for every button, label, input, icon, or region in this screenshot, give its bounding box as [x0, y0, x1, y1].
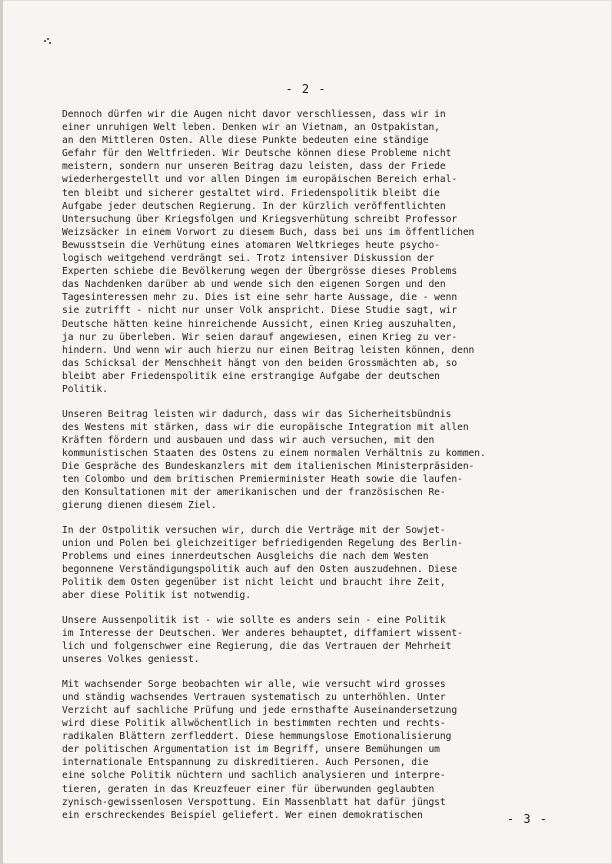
text-line: Unsere Aussenpolitik ist - wie sollte es anders sein - eine Politik	[62, 614, 446, 626]
text-line: ten bleibt und sicherer gestaltet wird. Friedenspolitik bleibt die	[62, 187, 440, 199]
text-line: tieren, geraten in das Kreuzfeuer einer für überwunden geglaubten	[62, 783, 435, 795]
page-catchword: - 3 -	[506, 812, 548, 826]
text-line: zynisch-gewissenlosen Verspottung. Ein Massenblatt hat dafür jüngst	[62, 796, 446, 808]
paragraph	[62, 614, 562, 666]
text-line: Weizsäcker in einem Vorwort zu diesem Buch, dass bei uns im öffentlichen	[62, 226, 475, 238]
text-line: Deutsche hätten keine hinreichende Aussicht, einen Krieg auszuhalten,	[62, 318, 458, 330]
text-line: sie zutrifft - nicht nur unser Volk anspricht. Diese Studie sagt, wir	[62, 305, 458, 317]
text-line: internationale Entspannung zu diskreditieren. Auch Personen, die	[62, 757, 429, 769]
text-line: bleibt aber Friedenspolitik eine erstrangige Aufgabe der deutschen	[62, 370, 440, 382]
text-line: unseres Volkes geniesst.	[62, 654, 200, 666]
text-line: Dennoch dürfen wir die Augen nicht davor verschliessen, dass wir in	[62, 109, 446, 120]
text-line: radikalen Blättern zerfleddert. Diese hemmungslose Emotionalisierung	[62, 731, 452, 743]
text-line: ein erschreckendes Beispiel geliefert. Wer einen demokratischen	[62, 809, 423, 821]
text-line: Bewusstsein die Verhütung eines atomaren Weltkrieges heute psycho-	[62, 239, 440, 251]
text-line: und ständig wachsendes Vertrauen systematisch zu unterhöhlen. Unter	[62, 691, 446, 703]
text-line: Tagesinteressen mehr zu. Dies ist eine sehr harte Aussage, die - wenn	[62, 292, 458, 304]
text-line: ja nur zu überleben. Wir seien darauf angewiesen, einen Krieg zu ver-	[62, 331, 458, 343]
text-line: Kräften fördern und ausbauen und dass wir auch versuchen, mit den	[62, 434, 435, 446]
text-line: gierung dienen diesem Ziel.	[62, 500, 217, 512]
text-line: im Interesse der Deutschen. Wer anderes behauptet, diffamiert wissent-	[62, 627, 463, 639]
page-number-top: - 2 -	[285, 82, 327, 96]
text-line: an den Mittleren Osten. Alle diese Punkte bedeuten eine ständige	[62, 135, 429, 147]
text-line: Verzicht auf sachliche Prüfung und jede ernsthafte Auseinandersetzung	[62, 704, 458, 716]
text-line: das Nachdenken darüber ab und wende sich den eigenen Sorgen und den	[62, 279, 446, 291]
text-line: wiederhergestellt und vor allen Dingen im europäischen Bereich erhal-	[62, 174, 458, 186]
pen-mark	[44, 38, 52, 46]
text-line: Aufgabe jeder deutschen Regierung. In der kürzlich veröffentlichten	[62, 200, 446, 212]
text-line: das Schicksal der Menschheit hängt von den beiden Grossmächten ab, so	[62, 357, 458, 369]
text-line: begonnene Verständigungspolitik auch auf den Osten auszudehnen. Diese	[62, 564, 458, 576]
text-line: Die Gespräche des Bundeskanzlers mit dem italienischen Ministerpräsiden-	[62, 460, 475, 472]
text-line: kommunistischen Staaten des Ostens zu einem normalen Verhältnis zu kommen.	[62, 447, 486, 459]
text-line: Politik dem Osten gegenüber ist nicht leicht und braucht ihre Zeit,	[62, 577, 446, 589]
text-line: eine solche Politik nüchtern und sachlich analysieren und interpre-	[62, 770, 446, 782]
text-line: Experten schiebe die Bevölkerung wegen der Übergrösse dieses Problems	[62, 266, 458, 278]
text-line: Unseren Beitrag leisten wir dadurch, dass wir das Sicherheitsbündnis	[62, 408, 452, 420]
text-line: meistern, sondern nur unseren Beitrag dazu leisten, dass der Friede	[62, 161, 446, 173]
text-line: Problems und eines innerdeutschen Ausgleichs die nach dem Westen	[62, 551, 429, 562]
text-line: wird diese Politik allwöchentlich in bestimmten rechten und rechts-	[62, 718, 446, 730]
text-line: aber diese Politik ist notwendig.	[62, 590, 251, 602]
text-line: Mit wachsender Sorge beobachten wir alle, wie versucht wird grosses	[62, 678, 446, 690]
scan-edge	[0, 0, 3, 864]
text-line: hindern. Und wenn wir auch hierzu nur einen Beitrag leisten können, denn	[62, 344, 475, 356]
text-line: einer unruhigen Welt leben. Denken wir an Vietnam, an Ostpakistan,	[62, 122, 440, 134]
text-line: logisch weitgehend verdrängt sei. Trotz intensiver Diskussion der	[62, 253, 435, 265]
paragraph	[62, 678, 562, 822]
text-line: der politischen Argumentation ist im Begriff, unsere Bemühungen um	[62, 744, 440, 756]
text-line: lich und folgenschwer eine Regierung, die das Vertrauen der Mehrheit	[62, 641, 452, 653]
text-line: Gefahr für den Weltfrieden. Wir Deutsche können diese Probleme nicht	[62, 148, 452, 160]
text-line: Politik.	[62, 383, 108, 395]
text-line: In der Ostpolitik versuchen wir, durch die Verträge mit der Sowjet-	[62, 524, 446, 536]
paragraph	[62, 408, 562, 513]
paragraph	[62, 108, 562, 396]
text-line: den Konsultationen mit der amerikanischen und der französischen Re-	[62, 487, 446, 499]
text-line: union und Polen bei gleichzeitiger befriedigenden Regelung des Berlin-	[62, 537, 463, 549]
paragraph	[62, 524, 562, 603]
text-line: des Westens mit stärken, dass wir die europäische Integration mit allen	[62, 421, 469, 433]
text-line: ten Colombo und dem britischen Premierminister Heath sowie die laufen-	[62, 474, 463, 486]
text-line: Untersuchung über Kriegsfolgen und Kriegsverhütung schreibt Professor	[62, 213, 458, 225]
body-text	[62, 108, 562, 833]
